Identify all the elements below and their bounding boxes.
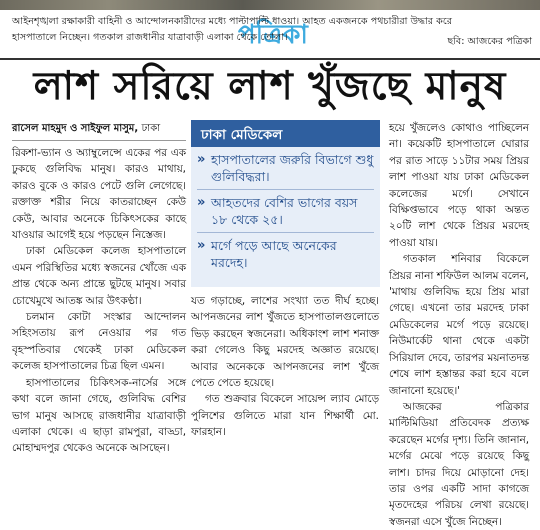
highlight-box: [191, 120, 380, 287]
highlight-item: [191, 190, 380, 228]
news-photo: [0, 0, 540, 10]
byline-divider: [12, 140, 186, 141]
article-paragraph: গতকাল শনিবার বিকেলে প্রিয়র নানা শফিউল আলম বলেন, 'মাথায় গুলিবিদ্ধ হয়ে প্রিয় মারা গেছে। এখনো তার মরদেহ ঢাকা মেডিকেলের মর্গে পড়ে রয়েছে। নিউমার্কেট থানা থেকে একটা সিরিয়াল দেবে, তারপর ময়নাতদন্ত শেষে লাশ হস্তান্তর করা হবে বলে জানানো হয়েছে।': [389, 253, 529, 397]
highlight-item-text: আহতদের বেশির ভাগের বয়স ১৮ থেকে ২৫।: [211, 195, 358, 227]
article-column-3: [389, 120, 529, 528]
highlight-item: [191, 233, 380, 271]
article-paragraph: চলমান কোটা সংস্কার আন্দোলন সহিংসতায় রূপ নেওয়ার পর গত বৃহস্পতিবার থেকেই ঢাকা মেডিকেল কলেজ হাসপাতালের চিত্র ছিল এমন।: [12, 311, 186, 373]
photo-caption-line-2: হাসপাতালে নিচ্ছেন। গতকাল রাজধানীর যাত্রাবাড়ী এলাকা থেকে তোলা।: [12, 32, 288, 43]
headline: লাশ সরিয়ে লাশ খুঁজছে মানুষ: [33, 64, 507, 109]
article-paragraph: হয়ে খুঁজলেও কোথাও পাচ্ছিলেন না। কয়েকটি হাসপাতালে ঘোরার পর রাত সাড়ে ১১টার সময় প্রিয়র লাশ পাওয়া যায় ঢাকা মেডিকেল কলেজের মর্গে। সেখানে বিক্ষিপ্তভাবে পড়ে থাকা অন্তত ২০টি লাশ থেকে প্রিয়র মরদেহ পাওয়া যায়।: [389, 122, 529, 249]
article-paragraph: আজকের পত্রিকার মাল্টিমিডিয়া প্রতিবেদক প্রত্যক্ষ করেছেন মর্গের দৃশ্য। তিনি জানান, মর্গের মেঝে পড়ে রয়েছে কিছু লাশ। চাদর দিয়ে মোড়ানো দেহ। তার ওপর একটি সাদা কাগজে মৃতদেহের পরিচয় লেখা রয়েছে। স্বজনরা এসে খুঁজে নিচ্ছেন।: [389, 400, 529, 528]
article-paragraph: ঢাকা মেডিকেল কলেজ হাসপাতালে এমন পরিস্থিতির মধ্যে স্বজনের খোঁজে এক প্রান্ত থেকে অন্য প্রান্তে ছুটছে মানুষ। সবার চোখেমুখে আতঙ্ক আর উৎকণ্ঠা।: [12, 245, 186, 307]
article-paragraph: রিকশা-ভ্যান ও অ্যাম্বুলেন্সে একের পর এক ঢুকছে গুলিবিদ্ধ মানুষ। কারও মাথায়, কারও বুকে ও কারও পেটে গুলি লেগেছে। রক্তাক্ত শরীর নিয়ে কাতরাচ্ছেন কেউ কেউ, আবার অনেকে চিকিৎসকের কাছে যাওয়ার আগেই হয়ে পড়ছেন নিস্তেজ।: [12, 147, 186, 242]
article-paragraph: হাসপাতালের চিকিৎসক-নার্সের সঙ্গে কথা বলে জানা গেছে, গুলিবিদ্ধ বেশির ভাগ মানুষ আসছে রাজধানীর যাত্রাবাড়ী এলাকা থেকে। এ ছাড়া রামপুরা, বাড্ডা, মোহাম্মদপুর থেকেও অনেকে আসছেন।: [12, 376, 186, 455]
byline-location: ঢাকা: [141, 123, 161, 134]
highlight-box-title: ঢাকা মেডিকেল: [191, 120, 380, 147]
highlight-item: [191, 147, 380, 185]
highlight-item-text: হাসপাতালের জরুরি বিভাগে শুধু গুলিবিদ্ধরা।: [211, 152, 374, 184]
double-chevron-icon: »: [197, 152, 206, 167]
byline: [12, 121, 198, 138]
byline-authors: রাসেল মাহমুদ ও সাইফুল মাসুম,: [12, 123, 139, 134]
newspaper-watermark-logo: পত্রিকা: [238, 20, 308, 50]
article-column-1: [12, 145, 186, 455]
highlight-item-text: মর্গে পড়ে আছে অনেকের মরদেহ।: [211, 238, 337, 270]
article-paragraph: গত শুক্রবার বিকেলে সায়েন্স ল্যাব মোড়ে পুলিশের গুলিতে মারা যান শিক্ষার্থী মো. ফারহান।: [191, 393, 379, 439]
photo-caption-area: [0, 10, 540, 54]
double-chevron-icon: »: [197, 195, 206, 210]
article-paragraph: যত গড়াচ্ছে, লাশের সংখ্যা তত দীর্ঘ হচ্ছে। আপনজনের লাশ খুঁজতে হাসপাতালগুলোতে ভিড় করছেন স্বজনেরা। অধিকাংশ লাশ শনাক্ত করা গেলেও কিছু মরদেহ অজ্ঞাত রয়েছে। আবার অনেককে আপনজনের লাশ খুঁজে পেতে পেতে হয়েছে।: [191, 295, 379, 390]
photo-caption-line-1: আইনশৃঙ্খলা রক্ষাকারী বাহিনী ও আন্দোলনকারীদের মধ্যে পাল্টাপাল্টি ধাওয়া। আহত একজনকে পথচারীরা উদ্ধার করে: [12, 16, 452, 27]
double-chevron-icon: »: [197, 238, 206, 253]
article-column-2: [191, 293, 379, 443]
photo-credit: ছবি: আজকের পত্রিকা: [447, 36, 532, 47]
